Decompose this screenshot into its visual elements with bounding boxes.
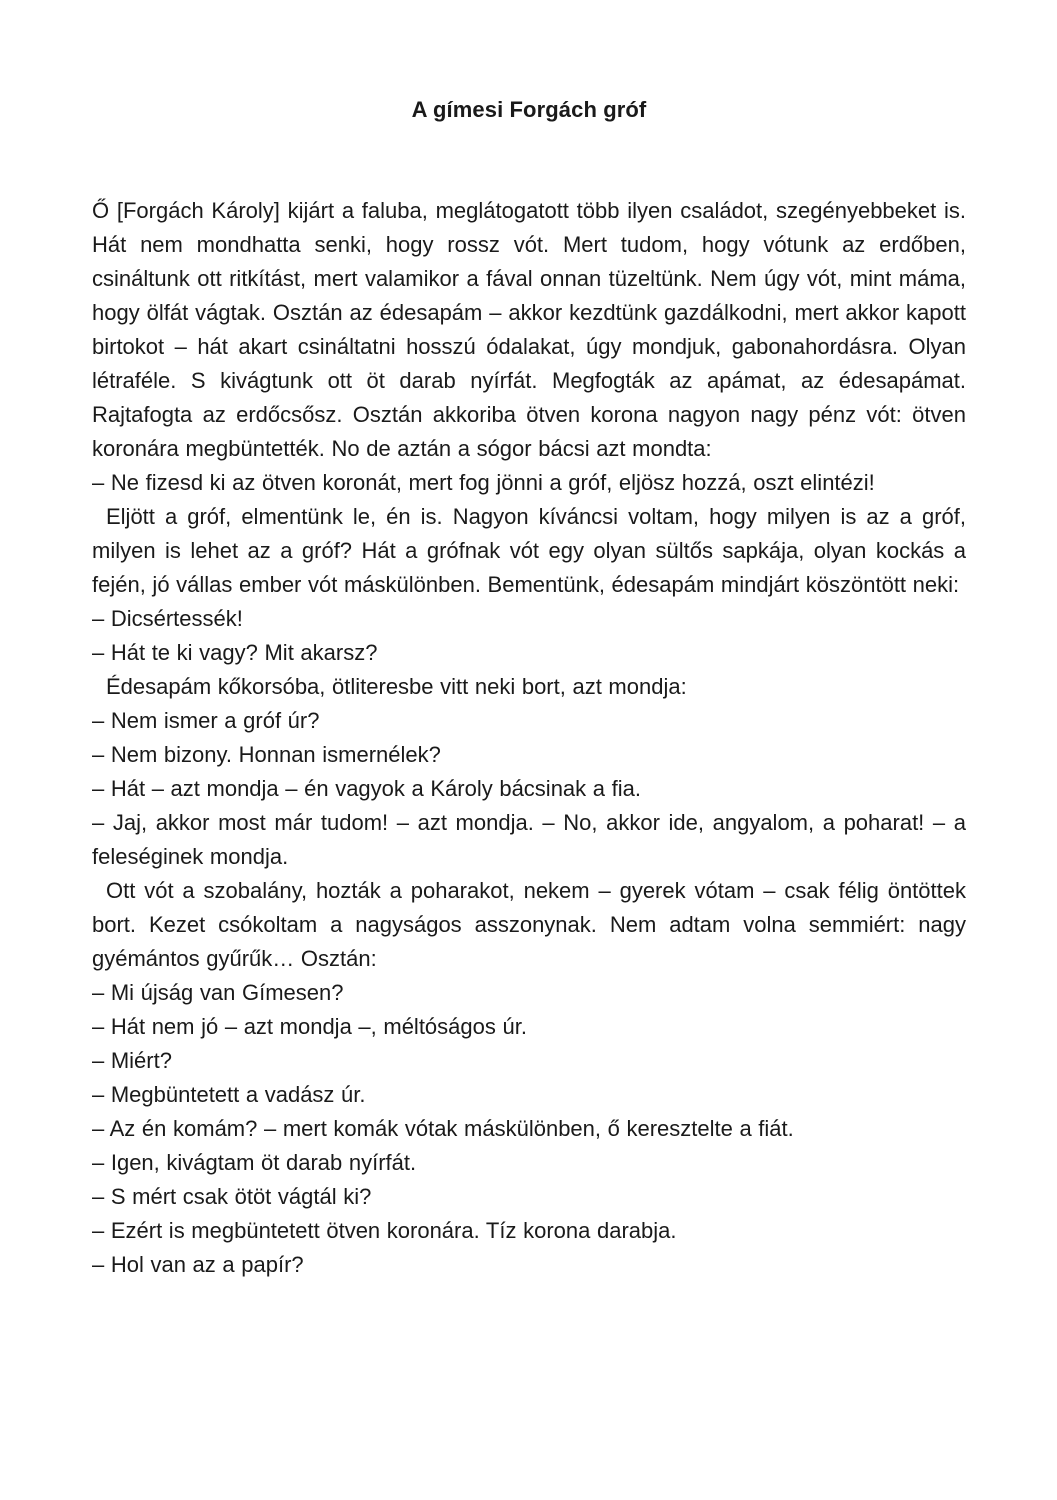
dialogue-line: – Miért? [92,1048,172,1073]
paragraph: Ott vót a szobalány, hozták a poharakot, nekem – gyerek vótam – csak félig öntöttek bort. Kezet csókoltam a nagyságos asszonynak. Nem adtam volna semmiért: nagy gyémántos gyűrűk… Osztán: [92,878,966,971]
dialogue-line: – Nem ismer a gróf úr? [92,708,320,733]
dialogue-line: – Nem bizony. Honnan ismernélek? [92,742,441,767]
dialogue-line: – S mért csak ötöt vágtál ki? [92,1184,372,1209]
dialogue-line: – Hát – azt mondja – én vagyok a Károly bácsinak a fia. [92,776,641,801]
dialogue-line: – Hol van az a papír? [92,1252,304,1277]
paragraph: Eljött a gróf, elmentünk le, én is. Nagyon kíváncsi voltam, hogy milyen is az a gróf, milyen is lehet az a gróf? Hát a grófnak vót egy olyan sültős sapkája, olyan kockás a fején, jó vállas ember vót máskülönben. Bementünk, édesapám mindjárt köszöntött neki: [92,504,966,597]
dialogue-line: – Hát nem jó – azt mondja –, méltóságos úr. [92,1014,527,1039]
dialogue-line: – Mi újság van Gímesen? [92,980,344,1005]
page-title: A gímesi Forgách gróf [411,97,647,122]
dialogue-line: – Dicsértessék! [92,606,243,631]
dialogue-line: – Jaj, akkor most már tudom! – azt mondja. – No, akkor ide, angyalom, a poharat! – a feleséginek mondja. [92,810,966,869]
document-body [92,122,966,1282]
paragraph: Ő [Forgách Károly] kijárt a faluba, meglátogatott több ilyen családot, szegényebbeket is. Hát nem mondhatta senki, hogy rossz vót. Mert tudom, hogy vótunk az erdőben, csináltunk ott ritkítást, mert valamikor a fával onnan tüzeltünk. Nem úgy vót, mint máma, hogy ölfát vágtak. Osztán az édesapám – akkor kezdtünk gazdálkodni, mert akkor kapott birtokot – hát akart csináltatni hosszú ódalakat, úgy mondjuk, gabonahordásra. Olyan létraféle. S kivágtunk ott öt darab nyírfát. Megfogták az apámat, az édesapámat. Rajtafogta az erdőcsősz. Osztán akkoriba ötven korona nagyon nagy pénz vót: ötven koronára megbüntették. No de aztán a sógor bácsi azt mondta: [92,198,966,461]
dialogue-line: – Ezért is megbüntetett ötven koronára. Tíz korona darabja. [92,1218,677,1243]
paragraph: Édesapám kőkorsóba, ötliteresbe vitt neki bort, azt mondja: [106,674,687,699]
dialogue-line: – Az én komám? – mert komák vótak máskülönben, ő keresztelte a fiát. [92,1116,794,1141]
dialogue-line: – Ne fizesd ki az ötven koronát, mert fog jönni a gróf, eljösz hozzá, oszt elintézi! [92,470,875,495]
dialogue-line: – Hát te ki vagy? Mit akarsz? [92,640,378,665]
dialogue-line: – Igen, kivágtam öt darab nyírfát. [92,1150,417,1175]
dialogue-line: – Megbüntetett a vadász úr. [92,1082,366,1107]
